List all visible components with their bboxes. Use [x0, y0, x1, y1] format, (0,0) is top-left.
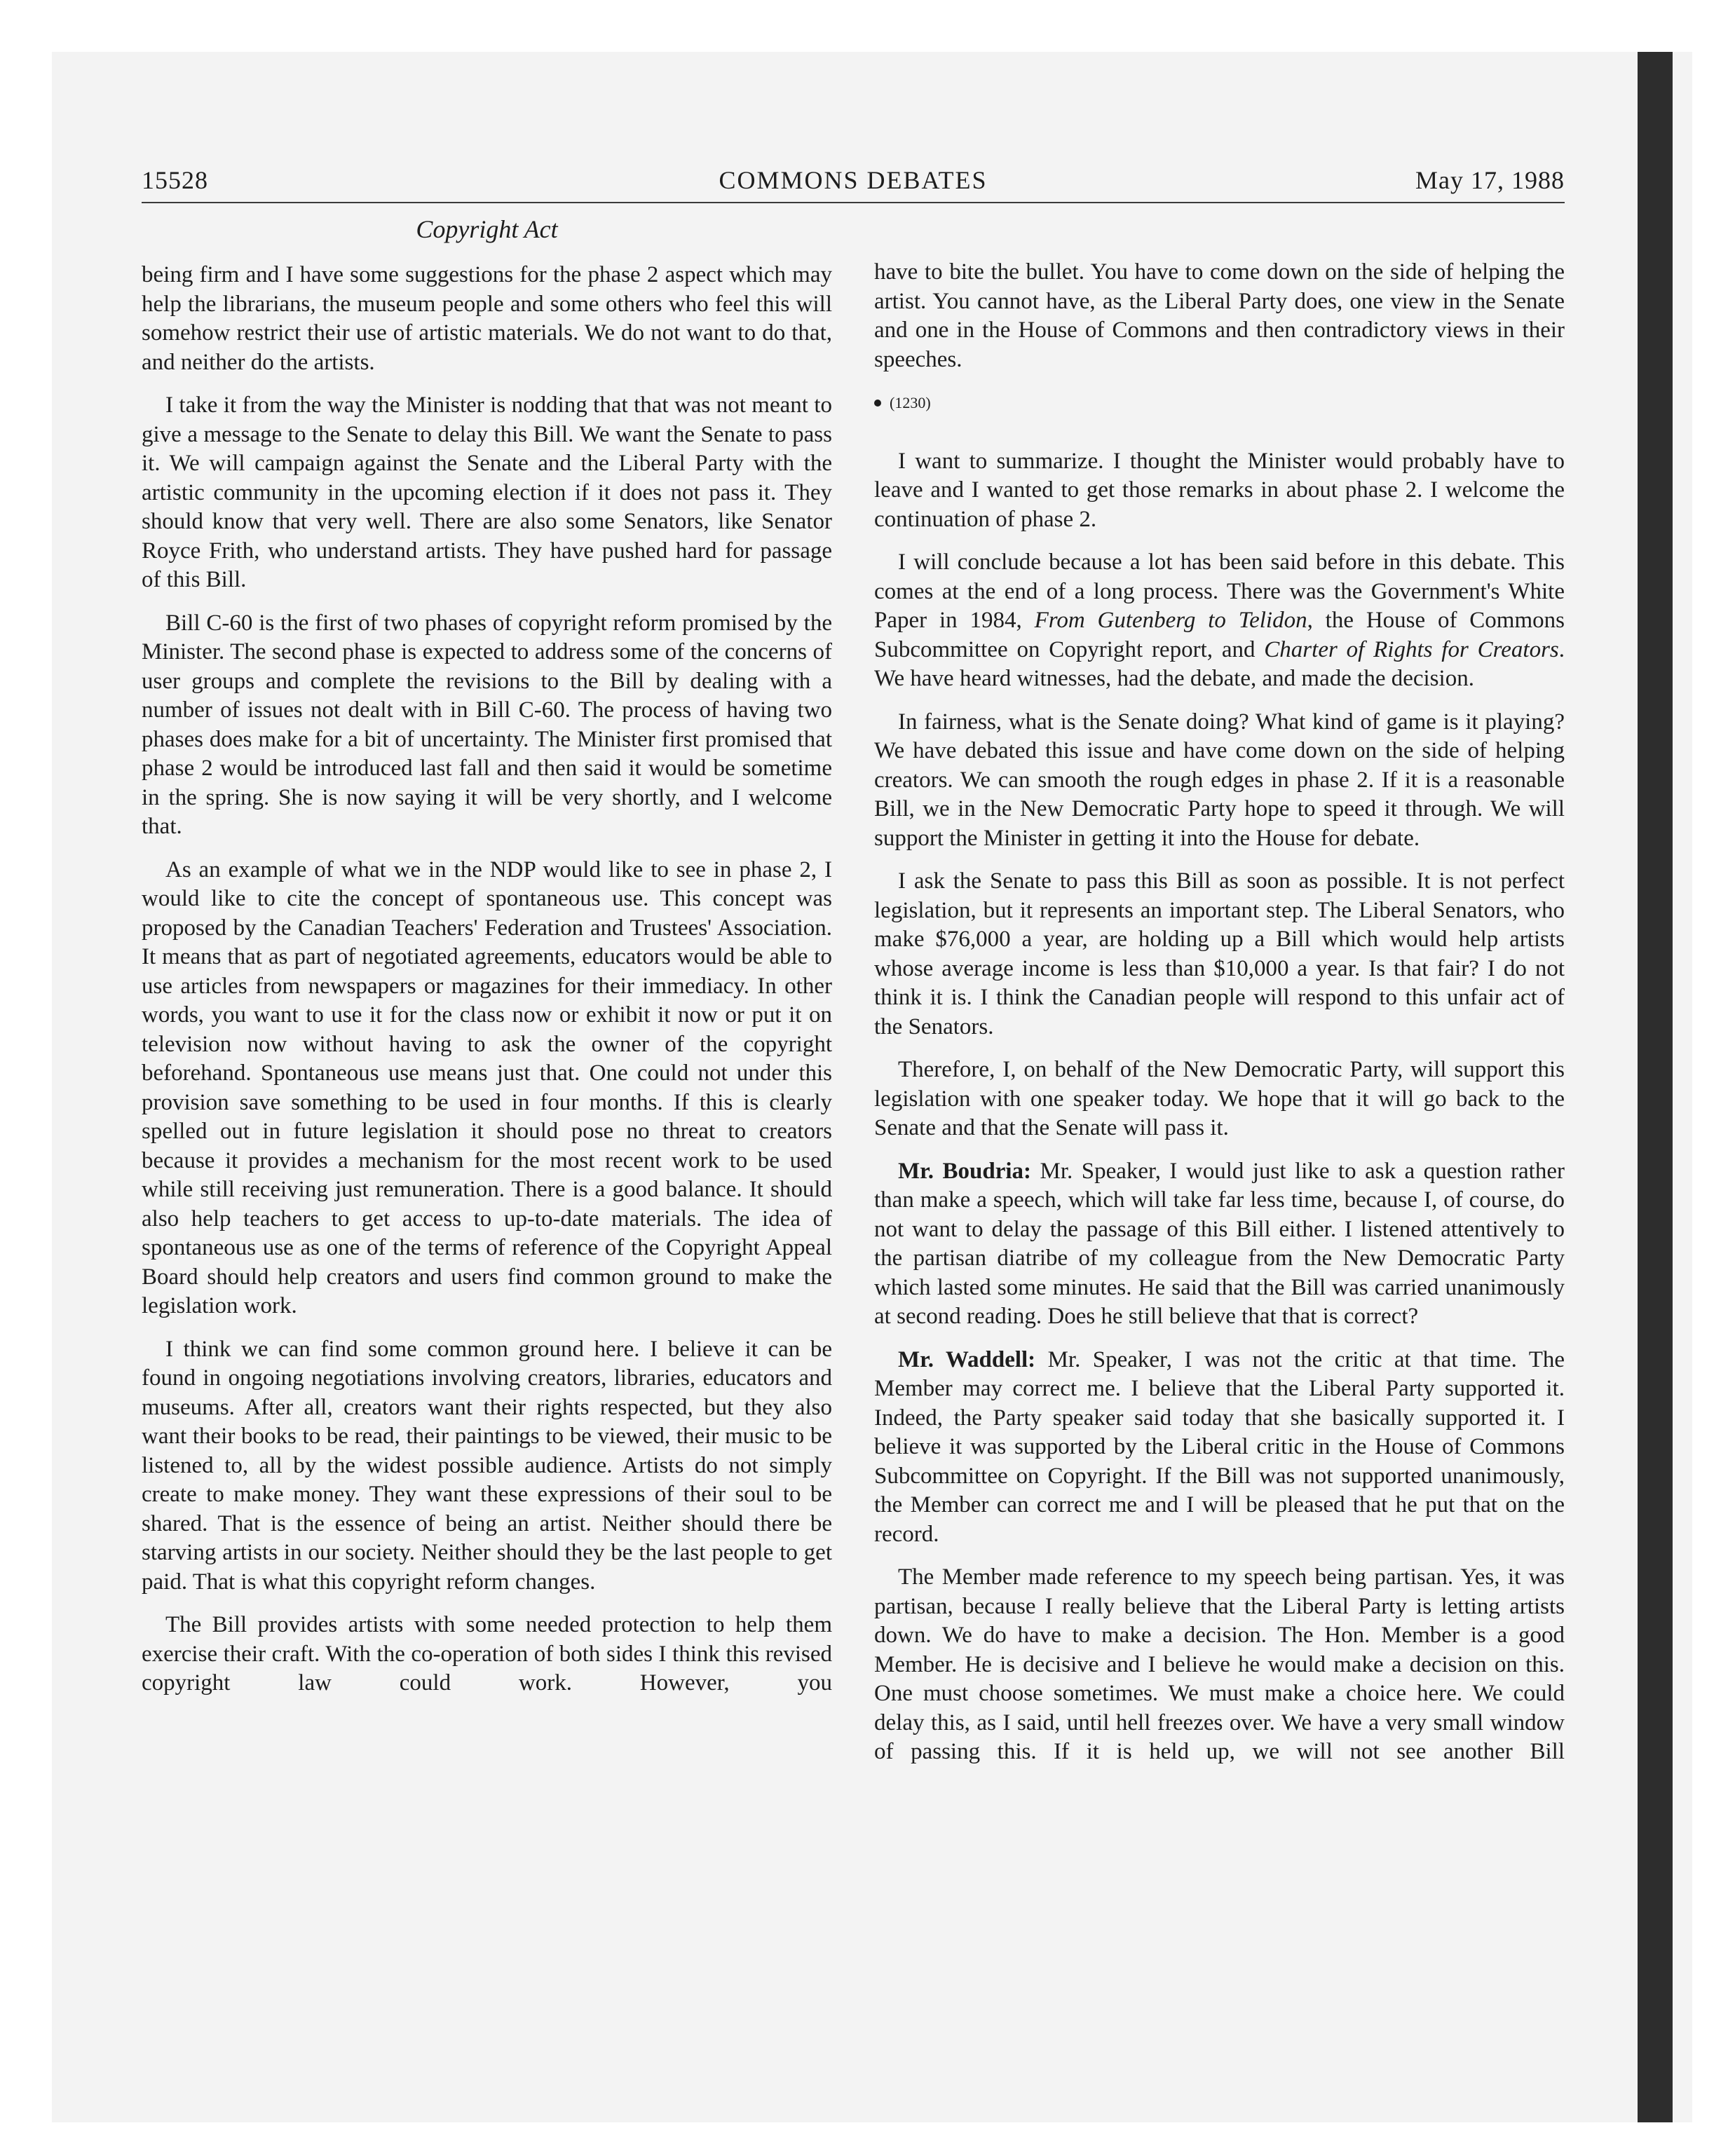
speaker-name: Mr. Waddell:: [898, 1346, 1036, 1372]
page-number: 15528: [142, 166, 208, 194]
publication-title: COMMONS DEBATES: [719, 166, 988, 194]
right-column: [874, 258, 1565, 1781]
speaker-name: Mr. Boudria:: [898, 1158, 1032, 1184]
speech-paragraph: [874, 1346, 1565, 1550]
left-column: [142, 261, 832, 1712]
report-title: From Gutenberg to Telidon: [1034, 608, 1307, 633]
paragraph-text: . We have heard witnesses, had the debate, and made the decision.: [874, 636, 1565, 691]
paragraph: I think we can find some common ground here. I believe it can be found in ongoing negotiations involving creators, libraries, educators and museums. After all, creators want their rights respected, but they also want their books to be read, their paintings to be viewed, their music to be listened to, all by the widest possible audience. Artists do not simply create to make money. They want these expressions of their soul to be shared. That is the essence of being an artist. Neither should there be starving artists in our society. Neither should they be the last people to get paid. That is what this copyright reform changes.: [142, 1336, 832, 1595]
scan-edge-shadow: [1638, 52, 1673, 2122]
paragraph: The Member made reference to my speech being partisan. Yes, it was partisan, because I really believe that the Liberal Party is letting artists down. We do have to make a decision. The Hon. Member is a good Member. He is decisive and I believe he would make a decision on this. One must choose sometimes. We must make a choice here. We could delay this, as I said, until hell freezes over. We have a very small window of passing this. If it is held up, we will not see another Bill: [874, 1564, 1565, 1764]
speech-text: Mr. Speaker, I was not the critic at that time. The Member may correct me. I believe that the Liberal Party supported it. Indeed, the Party speaker said today that she basically supported it. I believe it was supported by the Liberal critic in the House of Commons Subcommittee on Copyright. If the Bill was not supported unanimously, the Member can correct me and I will be pleased that he put that on the record.: [874, 1346, 1565, 1547]
paragraph-text: I will conclude because a lot has been said before in this debate. This comes at the end of a long process. There was the Government's White Paper in 1984,: [874, 550, 1565, 633]
time-marker-label: (1230): [890, 394, 931, 411]
time-marker: [874, 388, 1565, 418]
paragraph: Bill C-60 is the first of two phases of copyright reform promised by the Minister. The second phase is expected to address some of the concerns of user groups and complete the revisions to the Bill by dealing with a number of issues not dealt with in Bill C-60. The process of having two phases does make for a bit of uncertainty. The Minister first promised that phase 2 would be introduced last fall and then said it would be sometime in the spring. She is now saying it will be very shortly, and I welcome that.: [142, 610, 832, 839]
paragraph: In fairness, what is the Senate doing? What kind of game is it playing? We have debated this issue and have come down on the side of helping creators. We can smooth the rough edges in phase 2. If it is a reasonable Bill, we in the New Democratic Party hope to speed it through. We will support the Minister in getting it into the House for debate.: [874, 709, 1565, 851]
paragraph: As an example of what we in the NDP would like to see in phase 2, I would like to cite the concept of spontaneous use. This concept was proposed by the Canadian Teachers' Federation and Trustees' Association. It means that as part of negotiated agreements, educators would be able to use articles from newspapers or magazines for their immediacy. In other words, you want to use it for the class now or exhibit it now or put it on television now without having to ask the owner of the copyright beforehand. Spontaneous use means just that. One could not under this provision save something to be used in four months. If this is clearly spelled out in future legislation it should pose no threat to creators because it provides a mechanism for the most recent work to be used while still receiving just remuneration. There is a good balance. It should also help teachers to get access to up-to-date materials. The idea of spontaneous use as one of the terms of reference of the Copyright Appeal Board should help creators and users find common ground to make the legislation work.: [142, 857, 832, 1318]
publication-date: May 17, 1988: [1415, 166, 1565, 194]
paragraph: I want to summarize. I thought the Minister would probably have to leave and I wanted to get those remarks in about phase 2. I welcome the continuation of phase 2.: [874, 448, 1565, 532]
bullet-icon: [874, 400, 881, 407]
report-title: Charter of Rights for Creators: [1264, 636, 1559, 662]
paragraph: Therefore, I, on behalf of the New Democratic Party, will support this legislation with one speaker today. We hope that it will go back to the Senate and that the Senate will pass it.: [874, 1057, 1565, 1140]
paragraph: The Bill provides artists with some needed protection to help them exercise their craft. With the co-operation of both sides I think this revised copyright law could work. However, you: [142, 1612, 832, 1696]
header-rule: [142, 202, 1565, 203]
paragraph: [874, 548, 1565, 694]
section-title: Copyright Act: [416, 215, 558, 243]
speech-text: Mr. Speaker, I would just like to ask a question rather than make a speech, which will take far less time, because I, of course, do not want to delay the passage of this Bill either. I listened attentively to the partisan diatribe of my colleague from the New Democratic Party which lasted some minutes. He said that the Bill was carried unanimously at second reading. Does he still believe that that is correct?: [874, 1158, 1565, 1329]
paragraph: I ask the Senate to pass this Bill as soon as possible. It is not perfect legislation, but it represents an important step. The Liberal Senators, who make $76,000 a year, are holding up a Bill which would help artists whose average income is less than $10,000 a year. Is that fair? I do not think it is. I think the Canadian people will respond to this unfair act of the Senators.: [874, 868, 1565, 1039]
paragraph: have to bite the bullet. You have to come down on the side of helping the artist. You cannot have, as the Liberal Party does, one view in the Senate and one in the House of Commons and then contradictory views in their speeches.: [874, 259, 1565, 372]
paragraph: I take it from the way the Minister is nodding that that was not meant to give a message to the Senate to delay this Bill. We want the Senate to pass it. We will campaign against the Senate and the Liberal Party with the artistic community in the upcoming election if it does not pass it. They should know that very well. There are also some Senators, like Senator Royce Frith, who understand artists. They have pushed hard for passage of this Bill.: [142, 393, 832, 592]
page-header: [142, 165, 1565, 199]
paragraph-text: , the House of Commons Subcommittee on Copyright report, and: [874, 608, 1565, 662]
paragraph: being firm and I have some suggestions for the phase 2 aspect which may help the librarians, the museum people and some others who feel this will somehow restrict their use of artistic materials. We do not want to do that, and neither do the artists.: [142, 262, 832, 375]
speech-paragraph: [874, 1157, 1565, 1332]
